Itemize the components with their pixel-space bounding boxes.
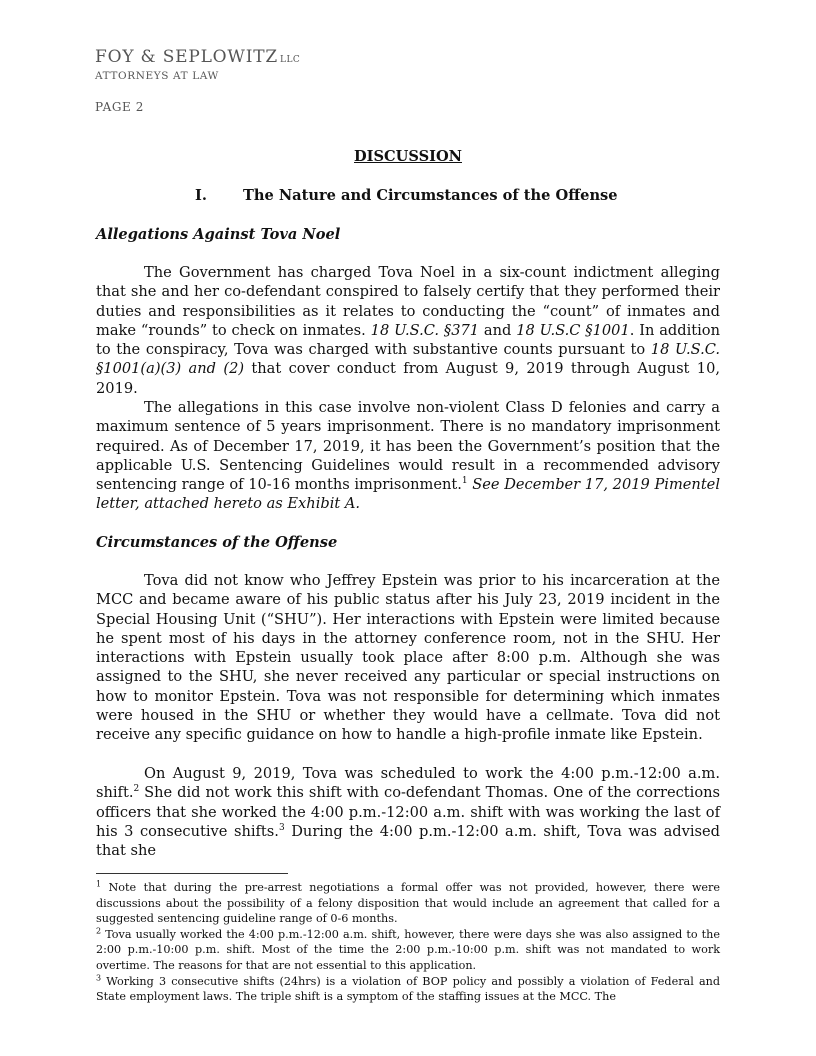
para-text: On August 9, 2019, Tova was scheduled to work the 4:00 p.m.-12:00 a.m. shift. (96, 765, 720, 802)
citation: 18 U.S.C §1001 (516, 321, 630, 339)
citation: See December 17, 2019 Pimentel letter, attached hereto as Exhibit A. (96, 476, 720, 513)
paragraph-allegations (96, 263, 720, 398)
firm-subtitle: ATTORNEYS AT LAW (95, 70, 219, 82)
footnote-text: Working 3 consecutive shifts (24hrs) is a violation of BOP policy and possibly a violation of Federal and State employment laws. The triple shift is a symptom of the staffing issues at the MCC. The (96, 974, 720, 1004)
para-text: . In addition to the conspiracy, Tova was charged with substantive counts pursuant to (96, 321, 720, 359)
firm-name (95, 47, 300, 70)
footnote-number: 2 (96, 926, 102, 936)
paragraph-sentencing (96, 398, 720, 514)
para-text: She did not work this shift with co-defendant Thomas. One of the corrections officers that she worked the 4:00 p.m.-12:00 a.m. shift with was working the last of his 3 consecutive shifts. (96, 784, 720, 840)
discussion-heading: DISCUSSION (354, 148, 462, 165)
citation: 18 U.S.C. §371 (370, 321, 480, 339)
section-title: The Nature and Circumstances of the Offense (243, 187, 618, 204)
para-text: During the 4:00 p.m.-12:00 a.m. shift, Tova was advised that she (96, 822, 720, 860)
paragraph-august-9 (96, 764, 720, 860)
footnote-ref: 3 (278, 823, 285, 834)
footnote-number: 3 (96, 972, 102, 982)
firm-suffix: LLC (279, 55, 301, 65)
footnote-text: Tova usually worked the 4:00 p.m.-12:00 a.m. shift, however, there were days she was also assigned to the 2:00 p.m.-10:00 p.m. shift. Most of the time the 2:00 p.m.-10:00 p.m. shift was not mandated to work overtime. The reasons for that are not essential to this application. (96, 927, 720, 972)
footnote-text: Note that during the pre-arrest negotiations a formal offer was not provided, however, there were discussions about the possibility of a felony disposition that would include an agreement that called for a suggested sentencing guideline range of 0-6 months. (96, 881, 720, 926)
section-heading (195, 186, 618, 205)
page-number: PAGE 2 (95, 100, 145, 114)
footnote (96, 927, 720, 974)
citation: 18 U.S.C. §1001(a)(3) and (2) (96, 341, 720, 378)
letterhead (95, 47, 300, 83)
footnote (96, 880, 720, 927)
firm-name-text: FOY & SEPLOWITZ (95, 47, 278, 67)
footnote-divider (96, 873, 288, 874)
footnote-number: 1 (96, 879, 102, 889)
footnote (96, 974, 720, 1005)
footnote-ref: 1 (461, 476, 468, 487)
para-text: The allegations in this case involve non-violent Class D felonies and carry a maximum sentence of 5 years imprisonment. There is no mandatory imprisonment required. As of December 17, 2019, it has been the Government’s position that the applicable U.S. Sentencing Guidelines would result in a recommended advisory sentencing range of 10-16 months imprisonment. (96, 399, 720, 494)
allegations-subheading: Allegations Against Tova Noel (96, 226, 341, 243)
para-text: and (479, 321, 517, 339)
footnotes (96, 880, 720, 1005)
paragraph-circumstances: Tova did not know who Jeffrey Epstein was prior to his incarceration at the MCC and became aware of his public status after his July 23, 2019 incident in the Special Housing Unit (“SHU”). Her interactions with Epstein were limited because he spent most of his days in the attorney conference room, not in the SHU. Her interactions with Epstein usually took place after 8:00 p.m. Although she was assigned to the SHU, she never received any particular or special instructions on how to monitor Epstein. Tova was not responsible for determining which inmates were housed in the SHU or whether they would have a cellmate. Tova did not receive any specific guidance on how to handle a high-profile inmate like Epstein. (96, 572, 720, 744)
para-text: that cover conduct from August 9, 2019 through August 10, 2019. (96, 360, 720, 397)
para-text: The Government has charged Tova Noel in a six-count indictment alleging that she and her co-defendant conspired to falsely certify that they performed their duties and responsibilities as it relates to conducting the “count” of inmates and make “rounds” to check on inmates. (96, 264, 720, 339)
circumstances-subheading: Circumstances of the Offense (96, 534, 338, 551)
footnote-ref: 2 (133, 784, 140, 795)
section-number: I. (195, 187, 207, 204)
